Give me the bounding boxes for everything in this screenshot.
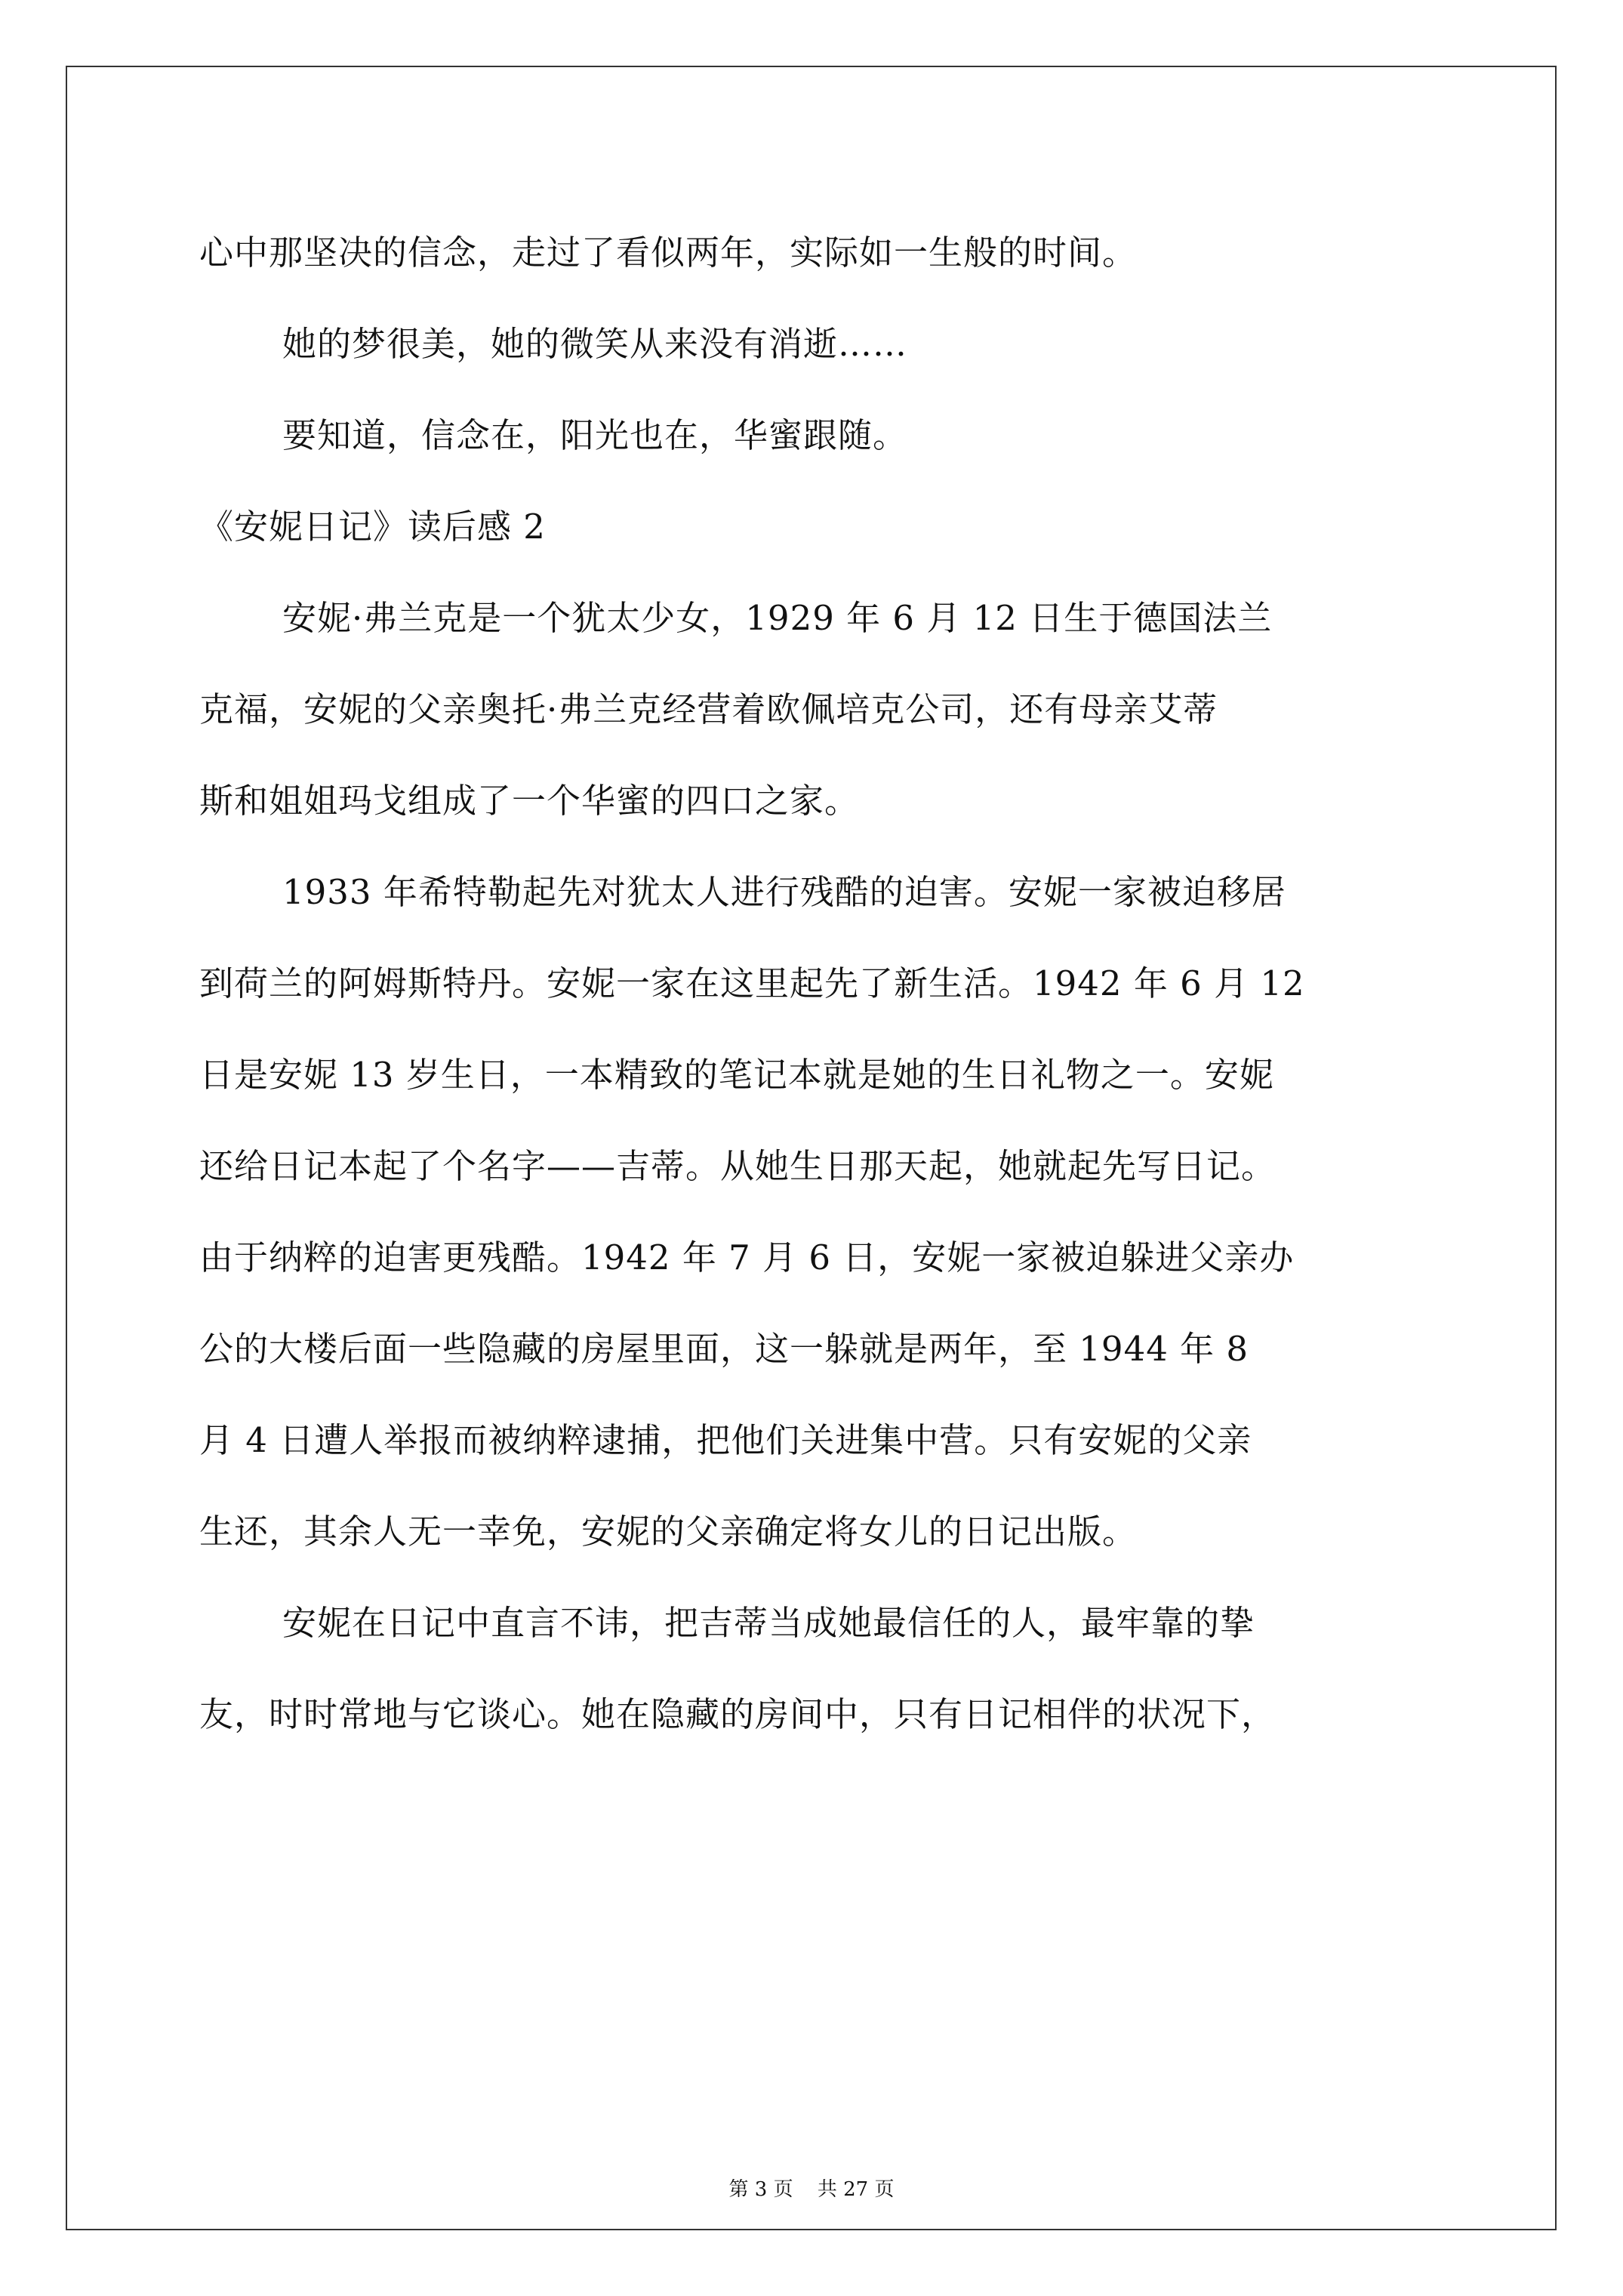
- page-footer: [0, 2177, 1623, 2202]
- body-line-11: 还给日记本起了个名字——吉蒂。从她生日那天起，她就起先写日记。: [199, 1146, 1277, 1186]
- body-line-5: 安妮·弗兰克是一个犹太少女，1929 年 6 月 12 日生于德国法兰: [282, 598, 1273, 638]
- page-number: 第 3 页: [728, 2178, 793, 2201]
- body-line-14: 月 4 日遭人举报而被纳粹逮捕，把他们关进集中营。只有安妮的父亲: [199, 1420, 1252, 1460]
- body-line-17: 友，时时常地与它谈心。她在隐藏的房间中，只有日记相伴的状况下，: [199, 1694, 1277, 1734]
- body-line-6: 克福，安妮的父亲奥托·弗兰克经营着欧佩培克公司，还有母亲艾蒂: [199, 689, 1218, 729]
- body-line-9: 到荷兰的阿姆斯特丹。安妮一家在这里起先了新生活。1942 年 6 月 12: [199, 963, 1305, 1003]
- section-heading: 《安妮日记》读后感 2: [199, 507, 546, 547]
- body-line-13: 公的大楼后面一些隐藏的房屋里面，这一躲就是两年，至 1944 年 8: [199, 1329, 1249, 1369]
- body-line-16: 安妮在日记中直言不讳，把吉蒂当成她最信任的人，最牢靠的挚: [282, 1603, 1255, 1643]
- body-line-15: 生还，其余人无一幸免，安妮的父亲确定将女儿的日记出版。: [199, 1512, 1138, 1552]
- body-line-7: 斯和姐姐玛戈组成了一个华蜜的四口之家。: [199, 781, 860, 821]
- body-line-3: 要知道，信念在，阳光也在，华蜜跟随。: [282, 415, 908, 455]
- page-total: 共 27 页: [817, 2178, 895, 2201]
- body-line-8: 1933 年希特勒起先对犹太人进行残酷的迫害。安妮一家被迫移居: [282, 872, 1286, 912]
- body-line-12: 由于纳粹的迫害更残酷。1942 年 7 月 6 日，安妮一家被迫躲进父亲办: [199, 1237, 1295, 1277]
- body-line-10: 日是安妮 13 岁生日，一本精致的笔记本就是她的生日礼物之一。安妮: [199, 1055, 1274, 1095]
- body-line-2: 她的梦很美，她的微笑从来没有消逝……: [282, 324, 908, 364]
- body-line-1: 心中那坚决的信念，走过了看似两年，实际如一生般的时间。: [199, 233, 1138, 273]
